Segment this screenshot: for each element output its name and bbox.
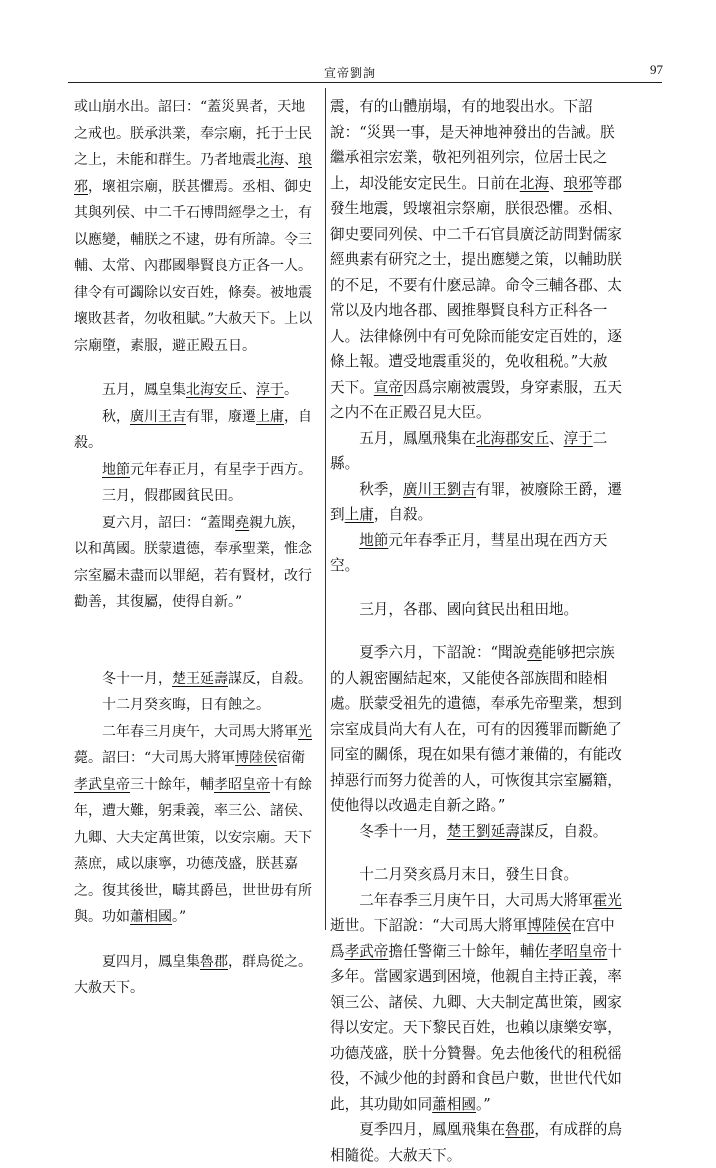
original-paragraph: 秋，廣川王吉有罪，廢遷上庸，自殺。	[74, 408, 312, 451]
original-paragraph: 或山崩水出。詔曰：“蓋災異者，天地之戒也。朕承洪業，奉宗廟，托于士民之上，未能和群生。乃者地震北海、琅邪，壞祖宗廟，朕甚懼焉。丞相、御史其與列侯、中二千石博問經學之士，有以應變，輔朕之不逮，毋有所諱。令三輔、太常、內郡國舉賢良方正各一人。律令有可蠲除以安百姓，條奏。被地震壞敗甚者，勿收租賦。”大赦天下。上以宗廟墮，素服，避正殿五日。	[74, 99, 313, 354]
translation-paragraph: 秋季，廣川王劉吉有罪，被廢除王爵，遷到上庸，自殺。	[330, 480, 622, 523]
original-paragraph: 二年春三月庚午，大司馬大將軍光薨。詔曰：“大司馬大將軍博陸侯宿衛孝武皇帝三十餘年，輔孝昭皇帝十有餘年，遭大難，躬秉義，率三公、諸侯、九卿、大夫定萬世策，以安宗廟。天下蒸庶，咸以康寧，功德茂盛，朕甚嘉之。復其後世，疇其爵邑，世世毋有所與。功如蕭相國。”	[74, 723, 312, 925]
translation-paragraph: 夏季六月，下詔說：“聞說堯能够把宗族的人親密團結起來，又能使各部族間和睦相處。朕蒙受祖先的遺德，奉承先帝聖業，想到宗室成員尚大有人在，可有的因獲罪而斷絶了同室的關係，現在如果有德才兼備的，有能改掉惡行而努力從善的人，可恢復其宗室屬籍，使他得以改過走自新之路。”	[330, 644, 622, 814]
original-paragraph: 三月，假郡國貧民田。	[102, 488, 242, 504]
original-paragraph: 冬十一月，楚王延壽謀反，自殺。	[102, 670, 312, 687]
translation-paragraph: 五月，鳳凰飛集在北海郡安丘、淳于二縣。	[330, 429, 608, 472]
column-divider	[325, 88, 326, 930]
translation-paragraph: 二年春季三月庚午日，大司馬大將軍霍光逝世。下詔說：“大司馬大將軍博陸侯在宫中爲孝武帝擔任警衛三十餘年，輔佐孝昭皇帝十多年。當國家遇到困境，他親自主持正義，率領三公、諸侯、九卿、大夫制定萬世策，國家得以安定。天下黎民百姓，也賴以康樂安寧，功德茂盛，朕十分贊譽。免去他後代的租税徭役，不減少他的封爵和食邑户數，世世代代如此，其功勛如同蕭相國。”	[330, 891, 622, 1113]
original-paragraph: 夏六月，詔曰：“蓋聞堯親九族，以和萬國。朕蒙遺德，奉承聖業，惟念宗室屬未盡而以罪絕，若有賢材，改行勸善，其復屬，使得自新。”	[74, 514, 312, 610]
translation-paragraph: 地節元年春季正月，彗星出現在西方天空。	[330, 531, 608, 574]
running-header-title: 宣帝劉詢	[323, 66, 376, 80]
original-text-column	[74, 94, 314, 1002]
page-number: 97	[650, 62, 663, 77]
translation-paragraph: 夏季四月，鳳凰飛集在魯郡，有成群的鳥相隨從。大赦天下。	[330, 1121, 622, 1164]
translation-paragraph: 三月，各郡、國向貧民出租田地。	[359, 600, 579, 618]
translation-paragraph: 冬季十一月，楚王劉延壽謀反，自殺。	[359, 822, 608, 840]
translation-paragraph: 震，有的山體崩塌，有的地裂出水。下詔說：“災異一事，是天神地神發出的告誡。朕繼承祖宗宏業，敬祀列祖列宗，位居士民之上，却没能安定民生。日前在北海、琅邪等郡發生地震，毁壞祖宗祭廟，朕很恐懼。丞相、御史要同列侯、中二千石官員廣泛訪問對儒家經典素有研究之士，提出應變之策，以輔助朕的不足，不要有什麽忌諱。命令三輔各郡、太常以及内地各郡、國推舉賢良科方正科各一人。法律條例中有可免除而能安定百姓的，逐條上報。遭受地震重災的，免收租税。”大赦天下。宣帝因爲宗廟被震毁，身穿素服，五天之内不在正殿召見大臣。	[330, 98, 622, 421]
header-rule	[68, 82, 662, 83]
original-paragraph: 地節元年春正月，有星孛于西方。	[102, 461, 312, 478]
original-paragraph: 五月，鳳皇集北海安丘、淳于。	[102, 382, 298, 398]
original-paragraph: 十二月癸亥晦，日有蝕之。	[102, 697, 270, 713]
translation-column	[330, 94, 622, 1168]
original-paragraph: 夏四月，鳳皇集魯郡，群鳥從之。大赦天下。	[74, 953, 312, 996]
translation-paragraph: 十二月癸亥爲月末日，發生日食。	[359, 866, 579, 883]
